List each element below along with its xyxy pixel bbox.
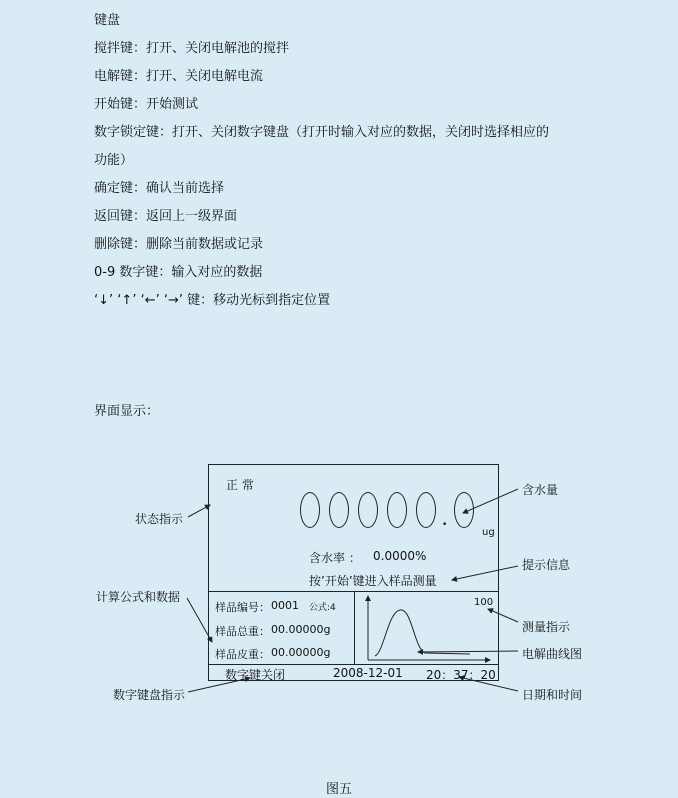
callout-curve: 电解曲线图 [522,647,583,661]
callout-keypad: 数字键盘指示 [113,688,186,702]
gross-weight-value: 00.00000g [271,623,331,636]
decimal-point: • [442,520,448,530]
gross-weight-label: 样品总重： [215,625,270,638]
moisture-value: 0.0000% [373,549,427,563]
callout-measure: 测量指示 [522,620,571,634]
formula-text: 公式:4 [309,603,336,613]
date-text: 2008-12-01 [333,666,403,680]
doc-line-delete-key: 删除键：删除当前数据或记录 [94,237,264,252]
sample-no-value: 0001 [271,599,299,612]
callout-formula: 计算公式和数据 [96,590,181,604]
doc-line-back-key: 返回键：返回上一级界面 [94,209,238,224]
sample-no-label: 样品编号： [215,601,270,614]
figure-caption: 图五 [325,782,352,797]
callout-status: 状态指示 [135,512,184,526]
doc-line-confirm-key: 确定键：确认当前选择 [94,181,225,196]
prompt-text: 按’开始’键进入样品测量 [309,574,437,588]
callout-line-formula [187,598,212,642]
doc-line-electrolysis-key: 电解键：打开、关闭电解电流 [94,69,264,84]
callout-line-status [188,505,210,517]
unit-label: ug [482,527,495,538]
keypad-status: 数字键关闭 [225,668,286,682]
tare-weight-label: 样品皮重： [215,648,270,661]
doc-line-heading: 键盘 [94,13,121,28]
section-title: 界面显示： [94,404,160,419]
doc-line-arrow-keys: ‘↓’ ‘↑’ ‘←’ ‘→’ 键：移动光标到指定位置 [94,293,331,308]
callout-line-hint [452,566,518,580]
callout-datetime: 日期和时间 [522,688,583,702]
electrolysis-curve [375,610,470,656]
doc-line-stir-key: 搅拌键：打开、关闭电解池的搅拌 [94,41,290,56]
status-text: 正 常 [226,478,254,492]
callout-line-datetime [459,677,518,691]
measure-indicator: 100 [474,597,494,608]
callout-water: 含水量 [522,483,559,497]
doc-line-numlock-key: 数字锁定键：打开、关闭数字键盘（打开时输入对应的数据，关闭时选择相应的 [94,125,550,140]
doc-line-numlock-cont: 功能） [94,153,134,168]
callout-line-water [463,489,518,513]
doc-line-start-key: 开始键：开始测试 [94,97,199,112]
time-text: 20：37：20 [426,668,496,682]
tare-weight-value: 00.00000g [271,646,331,659]
callout-line-keypad [188,678,250,692]
curve-graph [368,596,490,660]
callout-line-curve [418,651,518,652]
moisture-label: 含水率 ： [309,551,361,565]
doc-line-number-keys: 0-9 数字键：输入对应的数据 [94,265,263,280]
callout-line-measure [488,609,518,622]
callout-hint: 提示信息 [522,558,571,572]
